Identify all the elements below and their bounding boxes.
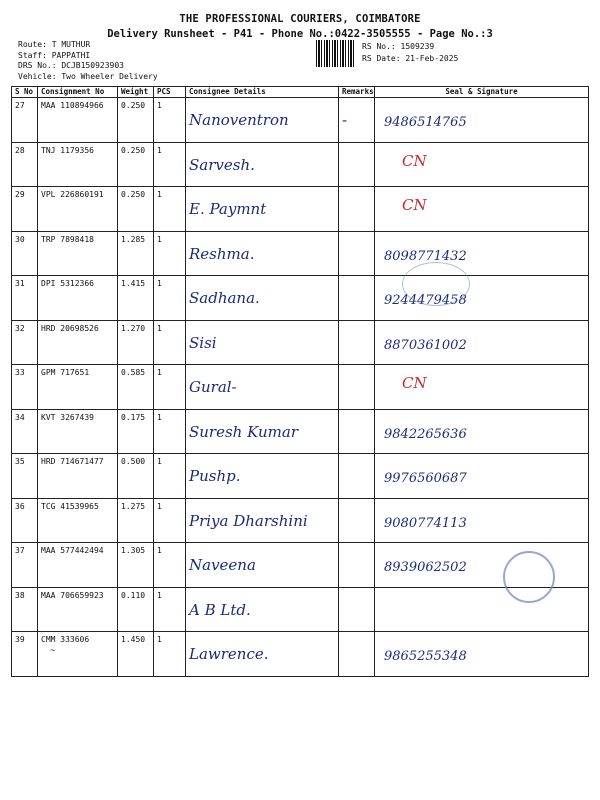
col-consignee: Consignee Details bbox=[186, 87, 339, 98]
row-signature-cell bbox=[375, 498, 589, 543]
row-pcs-cell bbox=[154, 320, 186, 365]
table-row bbox=[12, 231, 589, 276]
row-consignee-cell bbox=[186, 142, 339, 187]
staff-label: Staff: PAPPATHI bbox=[18, 50, 91, 60]
row-pcs-cell bbox=[154, 98, 186, 143]
row-pcs: 1 bbox=[157, 101, 162, 110]
row-consignee: Pushp. bbox=[189, 467, 241, 485]
row-signature-cell bbox=[375, 187, 589, 232]
table-row bbox=[12, 587, 589, 632]
row-sno-cell bbox=[12, 365, 38, 410]
row-pcs-cell bbox=[154, 276, 186, 321]
row-consignment-no-cell bbox=[38, 320, 118, 365]
row-consignee: Priya Dharshini bbox=[189, 511, 308, 530]
row-weight-cell bbox=[118, 498, 154, 543]
row-sno: 28 bbox=[15, 145, 25, 155]
row-consignee-cell bbox=[186, 543, 339, 588]
row-consignment-no: KVT 3267439 bbox=[41, 412, 94, 422]
row-remarks: - bbox=[342, 111, 348, 129]
row-remarks-cell bbox=[339, 632, 375, 677]
row-consignment-no-cell bbox=[38, 98, 118, 143]
route-label: Route: T MUTHUR bbox=[18, 40, 91, 49]
table-row bbox=[12, 498, 589, 543]
row-consignee-cell bbox=[186, 409, 339, 454]
row-sno: 38 bbox=[15, 590, 25, 600]
runsheet-title: Delivery Runsheet - P41 - Phone No.:0422-3505555 - Page No.:3 bbox=[107, 28, 493, 40]
row-signature: 8870361002 bbox=[384, 337, 467, 353]
row-weight-cell bbox=[118, 409, 154, 454]
row-weight-cell bbox=[118, 276, 154, 321]
row-weight: 1.285 bbox=[121, 234, 146, 244]
row-signature-cell bbox=[375, 632, 589, 677]
row-consignee: Sisi bbox=[189, 333, 217, 352]
row-consignee-cell bbox=[186, 98, 339, 143]
row-remarks-cell bbox=[339, 231, 375, 276]
row-weight: 1.450 bbox=[121, 635, 146, 644]
row-pcs: 1 bbox=[157, 590, 162, 600]
rs-date: RS Date: 21-Feb-2025 bbox=[362, 53, 459, 63]
row-pcs: 1 bbox=[157, 279, 162, 288]
row-sno: 36 bbox=[15, 501, 25, 511]
row-sno: 31 bbox=[15, 279, 25, 288]
table-row bbox=[12, 632, 589, 677]
row-weight: 1.275 bbox=[121, 501, 146, 511]
row-signature: 8098771432 bbox=[384, 248, 467, 264]
row-consignee: A B Ltd. bbox=[189, 600, 251, 619]
rs-number: RS No.: 1509239 bbox=[362, 42, 435, 51]
row-weight-cell bbox=[118, 632, 154, 677]
col-weight: Weight bbox=[118, 87, 154, 98]
col-consignment: Consignment No bbox=[38, 87, 118, 98]
row-weight: 1.270 bbox=[121, 323, 146, 333]
row-pcs: 1 bbox=[157, 190, 162, 199]
row-pcs-cell bbox=[154, 454, 186, 499]
row-sno-cell bbox=[12, 98, 38, 143]
row-pcs: 1 bbox=[157, 145, 162, 155]
row-pcs: 1 bbox=[157, 457, 162, 466]
row-consignment-no-cell bbox=[38, 231, 118, 276]
row-sno-cell bbox=[12, 543, 38, 588]
table-row bbox=[12, 454, 589, 499]
table-row bbox=[12, 365, 589, 410]
row-consignment-no-cell bbox=[38, 365, 118, 410]
row-weight-cell bbox=[118, 454, 154, 499]
row-remarks-cell bbox=[339, 276, 375, 321]
row-sno: 37 bbox=[15, 546, 25, 555]
row-sno: 27 bbox=[15, 101, 25, 110]
vehicle-label: Vehicle: Two Wheeler Delivery bbox=[18, 71, 158, 81]
row-weight: 0.250 bbox=[121, 101, 146, 110]
row-pcs: 1 bbox=[157, 368, 162, 377]
table-row bbox=[12, 142, 589, 187]
row-pcs-cell bbox=[154, 187, 186, 232]
row-consignee: Sarvesh. bbox=[189, 155, 255, 174]
row-remarks-cell bbox=[339, 142, 375, 187]
row-consignment-no-cell bbox=[38, 454, 118, 499]
row-signature: CN bbox=[402, 374, 427, 392]
row-pcs-cell bbox=[154, 409, 186, 454]
row-signature: 8939062502 bbox=[384, 560, 467, 575]
row-consignee: Lawrence. bbox=[189, 645, 269, 663]
row-sno: 33 bbox=[15, 368, 25, 377]
row-remarks-cell bbox=[339, 365, 375, 410]
col-pcs: PCS bbox=[154, 87, 186, 98]
row-weight-cell bbox=[118, 365, 154, 410]
col-sno: S No bbox=[12, 87, 38, 98]
row-weight-cell bbox=[118, 187, 154, 232]
row-pcs: 1 bbox=[157, 546, 162, 555]
table-row bbox=[12, 409, 589, 454]
row-consignment-no: TCG 41539965 bbox=[41, 501, 99, 511]
row-signature-cell bbox=[375, 365, 589, 410]
row-pcs-cell bbox=[154, 543, 186, 588]
row-signature-cell bbox=[375, 142, 589, 187]
row-sno: 32 bbox=[15, 323, 25, 333]
row-pcs: 1 bbox=[157, 234, 162, 244]
row-weight: 0.250 bbox=[121, 190, 146, 199]
row-weight: 1.415 bbox=[121, 279, 146, 288]
row-sno-cell bbox=[12, 187, 38, 232]
row-signature-cell bbox=[375, 543, 589, 588]
row-weight-cell bbox=[118, 543, 154, 588]
row-consignment-no: MAA 577442494 bbox=[41, 546, 104, 555]
row-consignment-no-cell bbox=[38, 142, 118, 187]
row-signature-cell bbox=[375, 409, 589, 454]
row-consignment-no: TNJ 1179356 bbox=[41, 145, 94, 155]
row-consignee-cell bbox=[186, 498, 339, 543]
row-consignee-cell bbox=[186, 632, 339, 677]
barcode bbox=[316, 40, 356, 67]
row-remarks-cell bbox=[339, 454, 375, 499]
row-signature-cell bbox=[375, 231, 589, 276]
row-consignee: Naveena bbox=[189, 556, 256, 574]
row-consignment-no-cell bbox=[38, 187, 118, 232]
row-signature: CN bbox=[402, 151, 427, 170]
row-consignee-cell bbox=[186, 587, 339, 632]
table-row bbox=[12, 320, 589, 365]
row-pcs-cell bbox=[154, 632, 186, 677]
row-consignment-no-cell bbox=[38, 587, 118, 632]
row-consignment-no: DPI 5312366 bbox=[41, 279, 94, 288]
row-consignment-no: HRD 20698526 bbox=[41, 323, 99, 333]
row-weight-cell bbox=[118, 587, 154, 632]
table-row bbox=[12, 276, 589, 321]
row-signature: 9865255348 bbox=[384, 649, 467, 664]
table-row bbox=[12, 543, 589, 588]
row-weight-cell bbox=[118, 142, 154, 187]
row-signature-cell bbox=[375, 98, 589, 143]
row-pcs: 1 bbox=[157, 501, 162, 511]
row-signature: 9080774113 bbox=[384, 515, 467, 531]
row-consignee: Gural- bbox=[189, 378, 237, 396]
row-consignment-no-cell bbox=[38, 543, 118, 588]
row-sno: 34 bbox=[15, 412, 25, 422]
table-row bbox=[12, 187, 589, 232]
row-sno-cell bbox=[12, 454, 38, 499]
row-consignee-cell bbox=[186, 231, 339, 276]
col-remarks: Remarks bbox=[339, 87, 375, 98]
row-sno: 30 bbox=[15, 234, 25, 244]
row-consignee: Reshma. bbox=[189, 244, 255, 263]
row-remarks-cell bbox=[339, 498, 375, 543]
row-sno-cell bbox=[12, 142, 38, 187]
col-signature: Seal & Signature bbox=[375, 87, 589, 98]
row-signature: 9976560687 bbox=[384, 471, 467, 486]
row-consignee: Nanoventron bbox=[189, 111, 289, 129]
row-remarks-cell bbox=[339, 409, 375, 454]
row-pcs-cell bbox=[154, 231, 186, 276]
seal-stamp bbox=[402, 262, 470, 306]
row-signature-cell bbox=[375, 454, 589, 499]
row-remarks-cell bbox=[339, 187, 375, 232]
row-consignment-no: GPM 717651 bbox=[41, 368, 90, 377]
row-consignee-cell bbox=[186, 320, 339, 365]
runsheet-info bbox=[362, 41, 458, 64]
row-weight: 0.110 bbox=[121, 590, 146, 600]
row-signature: 9244479458 bbox=[384, 293, 467, 308]
row-consignee: E. Paymnt bbox=[189, 200, 267, 218]
row-weight: 0.585 bbox=[121, 368, 146, 377]
row-consignee: Suresh Kumar bbox=[189, 422, 298, 441]
row-consignment-no-cell bbox=[38, 409, 118, 454]
row-sno-cell bbox=[12, 587, 38, 632]
row-consignee-cell bbox=[186, 276, 339, 321]
row-pcs: 1 bbox=[157, 323, 162, 333]
row-remarks-cell bbox=[339, 587, 375, 632]
row-sno-cell bbox=[12, 231, 38, 276]
row-consignee-cell bbox=[186, 454, 339, 499]
row-sno-cell bbox=[12, 632, 38, 677]
row-sno: 35 bbox=[15, 457, 25, 466]
table-row bbox=[12, 98, 589, 143]
row-pcs: 1 bbox=[157, 635, 162, 644]
row-signature: 9486514765 bbox=[384, 115, 467, 130]
handwritten-mark: ~ bbox=[50, 646, 56, 656]
row-consignment-no-cell bbox=[38, 498, 118, 543]
row-remarks-cell bbox=[339, 320, 375, 365]
row-sno: 29 bbox=[15, 190, 25, 199]
row-sno-cell bbox=[12, 320, 38, 365]
row-sno: 39 bbox=[15, 635, 25, 644]
row-weight-cell bbox=[118, 231, 154, 276]
row-remarks-cell bbox=[339, 98, 375, 143]
row-consignment-no: VPL 226860191 bbox=[41, 190, 104, 199]
row-remarks-cell bbox=[339, 543, 375, 588]
row-weight: 0.250 bbox=[121, 145, 146, 155]
row-pcs-cell bbox=[154, 142, 186, 187]
drs-label: DRS No.: DCJB150923903 bbox=[18, 61, 124, 70]
row-weight: 0.500 bbox=[121, 457, 146, 466]
row-signature: 9842265636 bbox=[384, 426, 467, 442]
row-consignee: Sadhana. bbox=[189, 289, 260, 307]
row-consignment-no: MAA 706659923 bbox=[41, 590, 104, 600]
row-signature-cell bbox=[375, 320, 589, 365]
route-info bbox=[18, 40, 158, 82]
row-pcs-cell bbox=[154, 587, 186, 632]
row-consignment-no-cell bbox=[38, 276, 118, 321]
row-consignment-no: MAA 110894966 bbox=[41, 101, 104, 110]
row-signature-cell bbox=[375, 587, 589, 632]
bank-seal-stamp bbox=[503, 551, 555, 603]
row-sno-cell bbox=[12, 409, 38, 454]
row-weight: 1.305 bbox=[121, 546, 146, 555]
company-title: THE PROFESSIONAL COURIERS, COIMBATORE bbox=[179, 13, 421, 25]
row-sno-cell bbox=[12, 276, 38, 321]
row-pcs: 1 bbox=[157, 412, 162, 422]
row-consignment-no: TRP 7898418 bbox=[41, 234, 94, 244]
row-weight-cell bbox=[118, 320, 154, 365]
table-header-row bbox=[12, 87, 589, 98]
row-consignment-no: HRD 714671477 bbox=[41, 457, 104, 466]
row-weight: 0.175 bbox=[121, 412, 146, 422]
row-consignee-cell bbox=[186, 365, 339, 410]
row-sno-cell bbox=[12, 498, 38, 543]
runsheet-table bbox=[11, 86, 589, 677]
row-consignment-no: CMM 333606 bbox=[41, 635, 90, 644]
row-pcs-cell bbox=[154, 498, 186, 543]
row-consignee-cell bbox=[186, 187, 339, 232]
row-pcs-cell bbox=[154, 365, 186, 410]
row-signature: CN bbox=[402, 196, 427, 214]
row-weight-cell bbox=[118, 98, 154, 143]
